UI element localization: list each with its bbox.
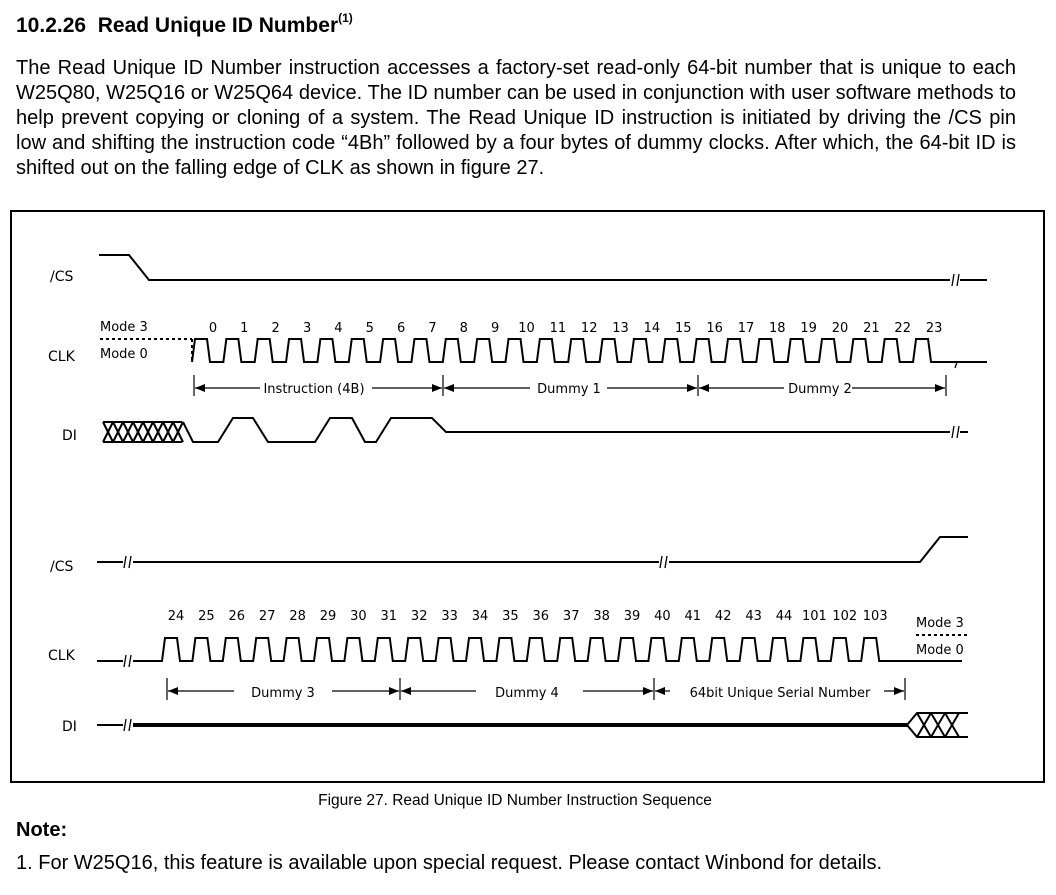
- section-name: Read Unique ID Number: [97, 14, 339, 37]
- timing-diagram-figure: [10, 210, 1045, 783]
- top-clock-number: 10: [518, 321, 535, 336]
- bottom-cs-label: /CS: [50, 559, 74, 575]
- top-clock-number: 12: [580, 321, 598, 336]
- top-clock-number: 23: [925, 321, 943, 336]
- top-clock-number: 13: [612, 321, 629, 336]
- footnote-ref: (1): [338, 11, 353, 25]
- bottom-clock-number: 103: [862, 609, 888, 624]
- note-heading: Note:: [16, 819, 68, 841]
- top-clock-number: 9: [491, 321, 500, 336]
- top-mode0-label: Mode 0: [100, 347, 148, 362]
- bottom-clock-number: 102: [832, 609, 858, 624]
- bottom-clock-number: 31: [380, 609, 398, 624]
- bottom-clock-number: 24: [167, 609, 185, 624]
- dummy4-label: Dummy 4: [495, 686, 559, 701]
- top-clock-numbers: [209, 321, 943, 336]
- top-clock-number: 1: [240, 321, 249, 336]
- note-text: 1. For W25Q16, this feature is available upon special request. Please contact Winbond for details.: [16, 852, 883, 874]
- bottom-clock-number: 29: [319, 609, 337, 624]
- top-clock-number: 4: [334, 321, 343, 336]
- top-clock-number: 2: [271, 321, 280, 336]
- top-di-label: DI: [62, 428, 77, 444]
- bottom-clock-number: 38: [593, 609, 610, 624]
- bottom-clock-number: 26: [228, 609, 246, 624]
- top-clock-number: 20: [831, 321, 849, 336]
- timing-diagram: [12, 212, 1047, 785]
- top-clock-number: 21: [863, 321, 880, 336]
- bottom-clock-number: 41: [684, 609, 702, 624]
- top-clock-number: 19: [800, 321, 817, 336]
- top-clock-number: 8: [459, 321, 468, 336]
- bottom-clk-trace: [133, 638, 962, 661]
- dummy1-label: Dummy 1: [537, 382, 601, 397]
- top-clk-trace: [192, 339, 987, 362]
- bottom-clock-number: 37: [562, 609, 580, 624]
- top-clock-number: 3: [302, 321, 312, 336]
- top-di-waveform: [103, 418, 968, 442]
- section-title: [16, 11, 353, 38]
- bottom-clock-numbers: [168, 609, 888, 624]
- top-cs-label: /CS: [50, 269, 74, 285]
- bottom-clock-number: 34: [471, 609, 489, 624]
- top-clock-number: 6: [396, 321, 406, 336]
- top-clock-number: 17: [737, 321, 755, 336]
- bottom-clock-number: 44: [775, 609, 793, 624]
- bottom-clk-waveform: [97, 638, 962, 667]
- bottom-di-label: DI: [62, 719, 77, 735]
- serial-number-label: 64bit Unique Serial Number: [689, 686, 871, 701]
- instruction-label: Instruction (4B): [263, 382, 365, 397]
- bottom-clk-break: [124, 655, 126, 667]
- bottom-mode3-label: Mode 3: [916, 616, 964, 631]
- bottom-clock-number: 32: [410, 609, 428, 624]
- top-clock-number: 7: [428, 321, 437, 336]
- bottom-clk-label: CLK: [48, 648, 75, 664]
- bottom-clock-number: 28: [289, 609, 306, 624]
- top-clock-number: 14: [643, 321, 661, 336]
- figure-caption: Figure 27. Read Unique ID Number Instruction Sequence: [318, 792, 712, 809]
- top-mode3-label: Mode 3: [100, 320, 148, 335]
- bottom-mode0-label: Mode 0: [916, 643, 964, 658]
- top-clk-label: CLK: [48, 349, 75, 365]
- bottom-clock-number: 33: [441, 609, 458, 624]
- bottom-clock-number: 101: [801, 609, 827, 624]
- dummy2-label: Dummy 2: [788, 382, 852, 397]
- bottom-clock-number: 35: [502, 609, 519, 624]
- top-clock-number: 5: [365, 321, 374, 336]
- top-clock-number: 18: [769, 321, 786, 336]
- bottom-clk-break: [129, 655, 131, 667]
- top-clock-number: 16: [706, 321, 723, 336]
- bottom-clock-number: 25: [198, 609, 215, 624]
- bottom-clock-number: 36: [532, 609, 550, 624]
- bottom-clock-number: 43: [745, 609, 762, 624]
- bottom-di-waveform: [97, 713, 968, 737]
- bottom-clock-number: 40: [654, 609, 671, 624]
- top-clock-number: 0: [208, 321, 218, 336]
- bottom-cs-waveform: [97, 537, 968, 568]
- bottom-clock-number: 42: [714, 609, 732, 624]
- section-number: 10.2.26: [16, 14, 87, 37]
- top-clk-waveform: [192, 339, 987, 368]
- top-clock-number: 22: [894, 321, 911, 336]
- bottom-clock-number: 39: [623, 609, 641, 624]
- top-clock-number: 11: [549, 321, 567, 336]
- description-paragraph: The Read Unique ID Number instruction accesses a factory-set read-only 64-bit number that is unique to each W25Q80, W25Q16 or W25Q64 device. The ID number can be used in conjunction with user software methods to help prevent copying or cloning of a system. The Read Unique ID instruction is initiated by driving the /CS pin low and shifting the instruction code “4Bh” followed by a four bytes of dummy clocks. After which, the 64-bit ID is shifted out on the falling edge of CLK as shown in figure 27.: [16, 57, 1016, 179]
- bottom-clock-number: 30: [350, 609, 367, 624]
- bottom-clock-number: 27: [258, 609, 276, 624]
- top-cs-waveform: [99, 255, 987, 286]
- top-clock-number: 15: [675, 321, 692, 336]
- dummy3-label: Dummy 3: [251, 686, 315, 701]
